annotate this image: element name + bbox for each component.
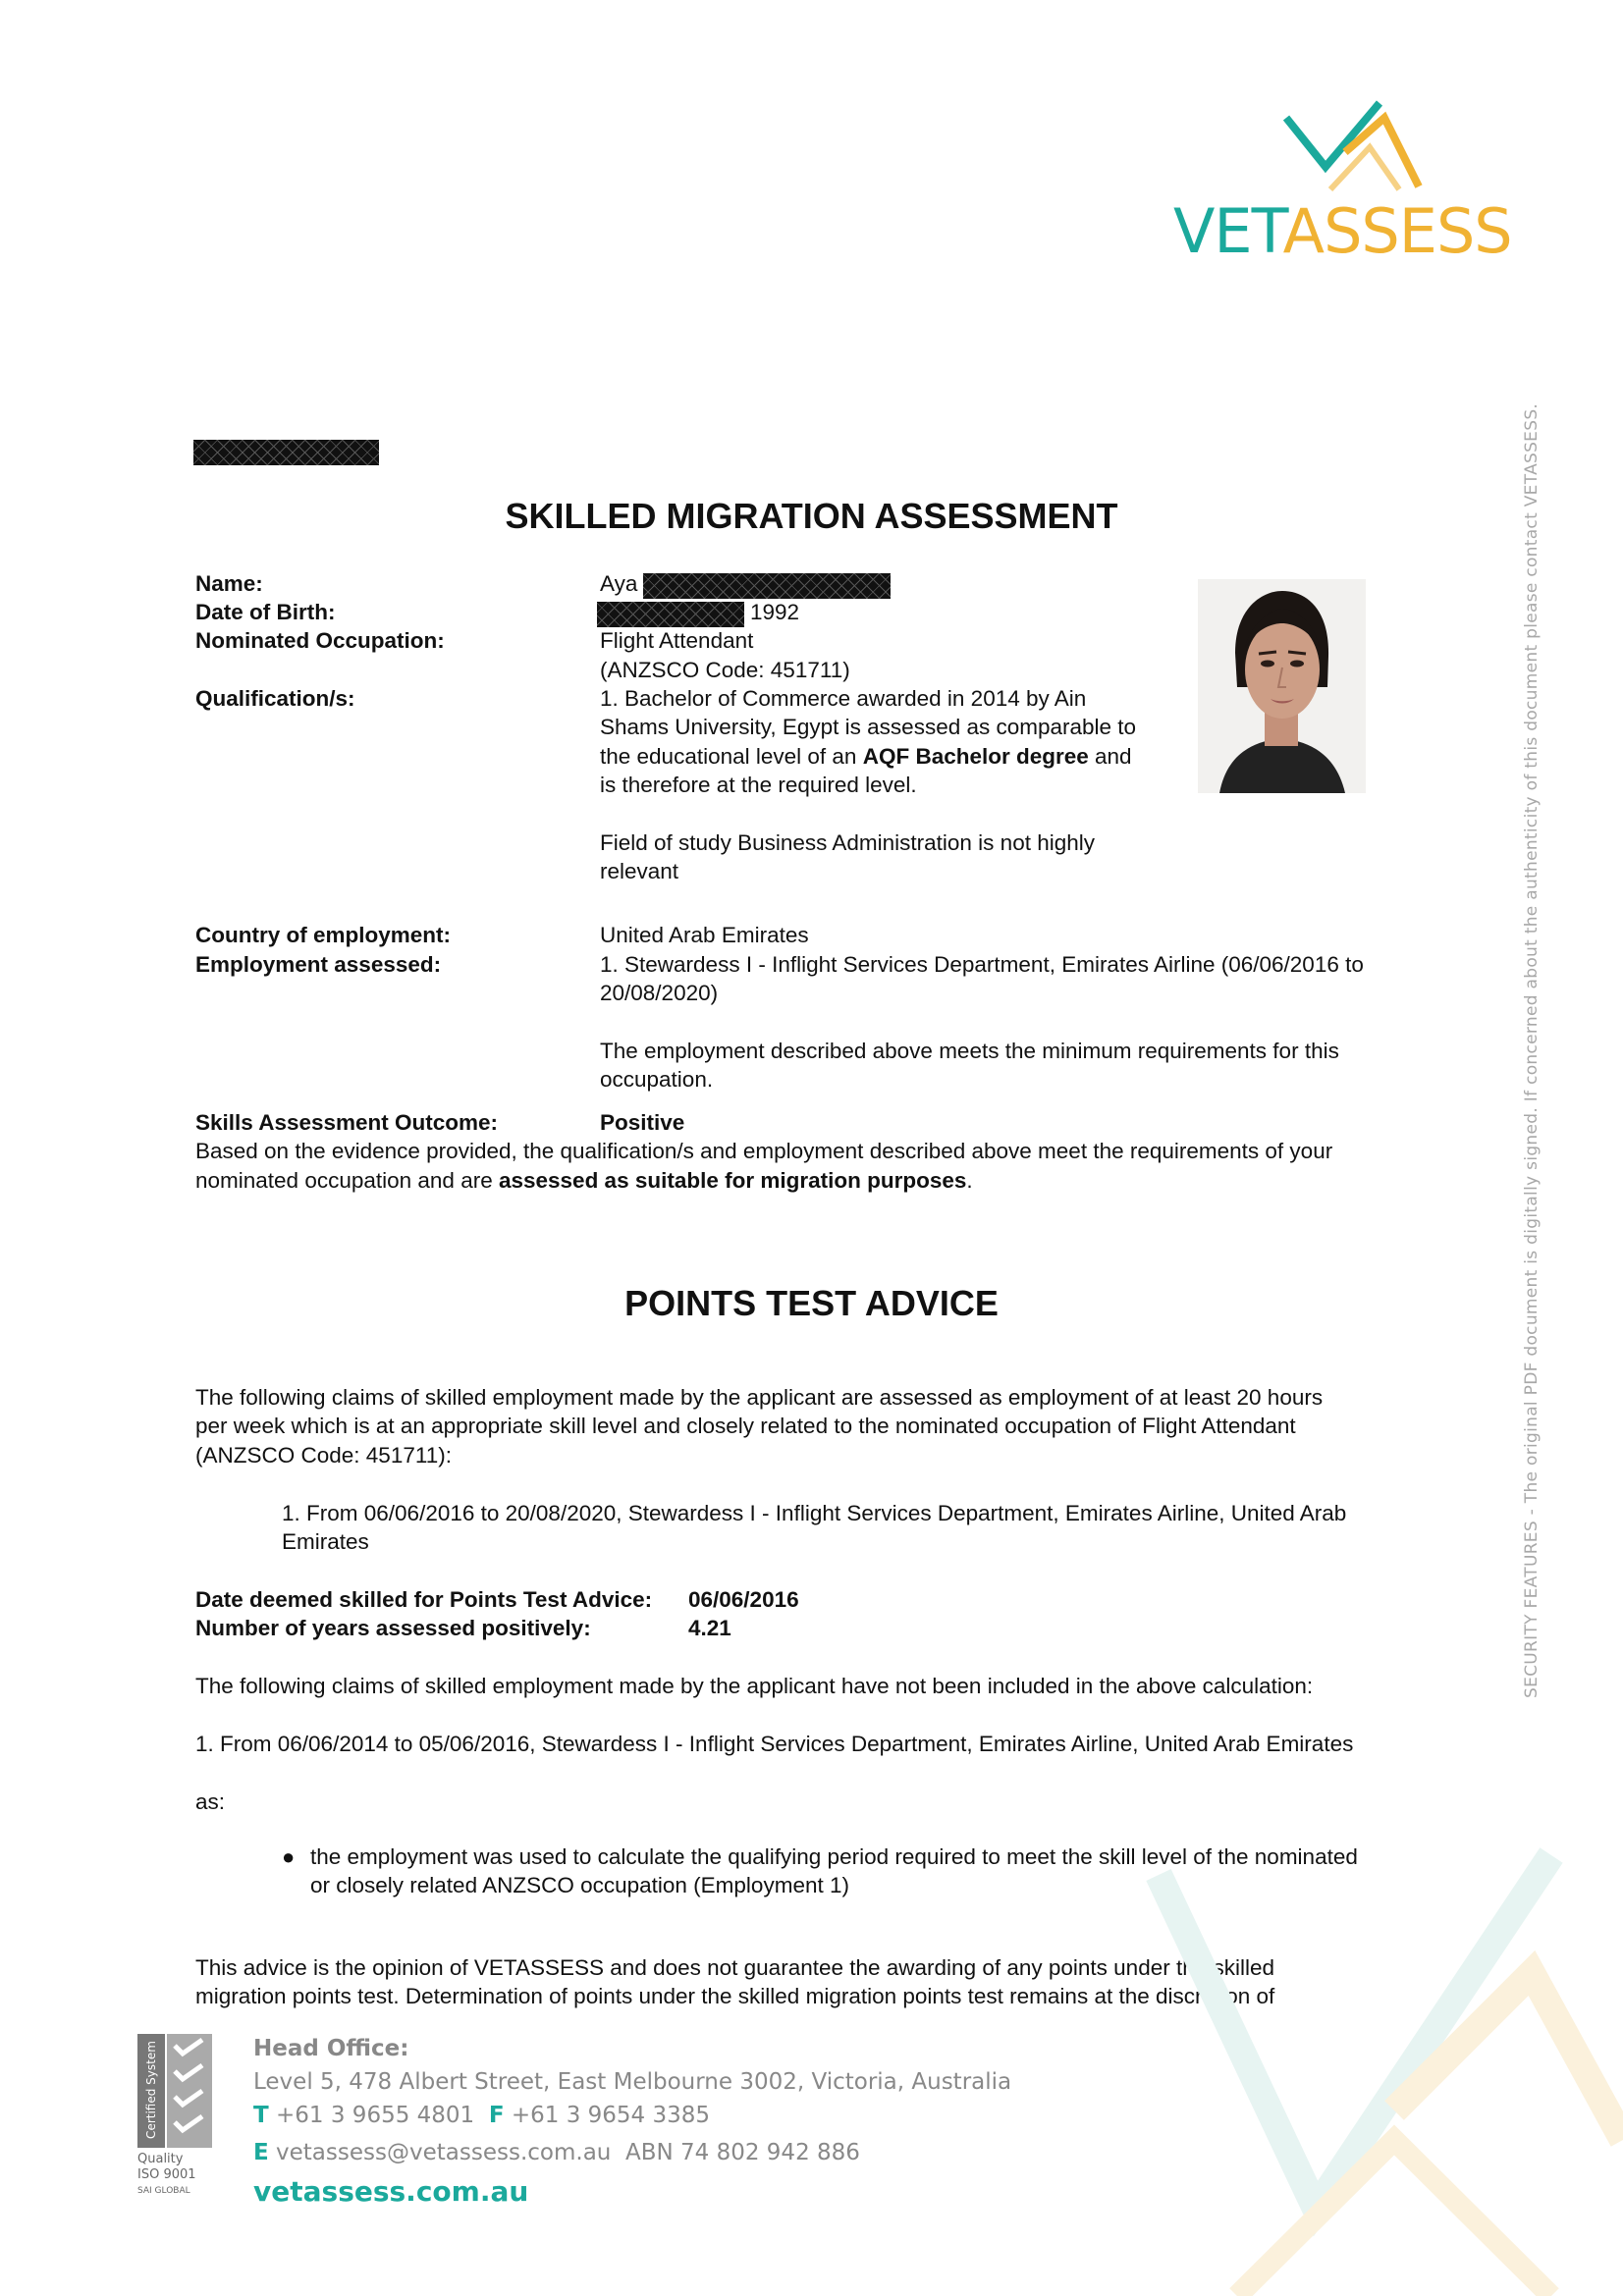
advice-line-2: migration points test. Determination of points under the skilled migration points test remains at the discretion of xyxy=(195,1984,1275,2008)
field-of-study-line-2: relevant xyxy=(600,859,679,883)
abn-text: ABN 74 802 942 886 xyxy=(624,2140,860,2165)
date-deemed-label: Date deemed skilled for Points Test Advice: xyxy=(195,1587,653,1612)
country-label: Country of employment: xyxy=(195,923,452,947)
applicant-photo xyxy=(1198,579,1366,793)
outcome-line-2: nominated occupation and are assessed as suitable for migration purposes. xyxy=(195,1168,973,1193)
bullet-dot-icon: ● xyxy=(282,1844,296,1869)
claim-line-1: 1. From 06/06/2016 to 20/08/2020, Stewardess I - Inflight Services Department, Emirates Airline, United Arab xyxy=(282,1501,1347,1525)
years-value: 4.21 xyxy=(688,1616,731,1640)
watermark-chevron-icon xyxy=(1139,1816,1623,2296)
qualification-line-1: 1. Bachelor of Commerce awarded in 2014 by Ain xyxy=(600,686,1087,711)
advice-line-1: This advice is the opinion of VETASSESS and does not guarantee the awarding of any points under the skilled xyxy=(195,1955,1275,1980)
field-of-study-line-1: Field of study Business Administration is not highly xyxy=(600,830,1095,855)
phone-number: +61 3 9655 4801 xyxy=(276,2103,475,2128)
claim-line-2: Emirates xyxy=(282,1529,369,1554)
checkmarks-icon xyxy=(167,2034,212,2148)
dob-label: Date of Birth: xyxy=(195,600,336,624)
outcome-label: Skills Assessment Outcome: xyxy=(195,1110,499,1135)
occupation-value: Flight Attendant xyxy=(600,628,754,653)
page-title: SKILLED MIGRATION ASSESSMENT xyxy=(505,496,1118,536)
excluded-intro: The following claims of skilled employment made by the applicant have not been included in the above calculation: xyxy=(195,1674,1314,1698)
iso-certification-badge xyxy=(137,2034,216,2201)
years-label: Number of years assessed positively: xyxy=(195,1616,591,1640)
date-deemed-value: 06/06/2016 xyxy=(688,1587,799,1612)
security-features-text: SECURITY FEATURES - The original PDF document is digitally signed. If concerned about the authenticity of this document please contact VETASSESS. xyxy=(1522,402,1542,1698)
redacted-surname xyxy=(643,573,891,599)
meets-requirements-line-1: The employment described above meets the minimum requirements for this xyxy=(600,1039,1339,1063)
redacted-dob xyxy=(597,602,744,627)
cert-iso-text: ISO 9001 xyxy=(137,2167,196,2182)
name-label: Name: xyxy=(195,571,263,596)
outcome-line-1: Based on the evidence provided, the qualification/s and employment described above meet the requirements of your xyxy=(195,1139,1333,1163)
head-office-address: Level 5, 478 Albert Street, East Melbourne 3002, Victoria, Australia xyxy=(253,2069,1012,2095)
outcome-value: Positive xyxy=(600,1110,685,1135)
vetassess-logo xyxy=(1173,93,1537,270)
cert-sai-text: SAI GLOBAL xyxy=(137,2186,190,2196)
portrait-icon xyxy=(1198,579,1366,793)
logo-wordmark: VETASSESS xyxy=(1173,195,1512,267)
qualification-line-3: the educational level of an AQF Bachelor degree and xyxy=(600,744,1132,769)
points-intro-line-2: per week which is at an appropriate skill level and closely related to the nominated occupation of Flight Attendant xyxy=(195,1414,1296,1438)
country-value: United Arab Emirates xyxy=(600,923,809,947)
points-title: POINTS TEST ADVICE xyxy=(624,1283,999,1323)
occupation-code: (ANZSCO Code: 451711) xyxy=(600,658,850,682)
cert-quality-text: Quality xyxy=(137,2152,184,2166)
bullet-line-1: the employment was used to calculate the qualifying period required to meet the skill level of the nominated xyxy=(310,1844,1358,1869)
qualification-label: Qualification/s: xyxy=(195,686,355,711)
occupation-label: Nominated Occupation: xyxy=(195,628,445,653)
employment-label: Employment assessed: xyxy=(195,952,442,977)
redacted-reference xyxy=(193,440,379,465)
fax-number: +61 3 9654 3385 xyxy=(511,2103,711,2128)
bullet-line-2: or closely related ANZSCO occupation (Employment 1) xyxy=(310,1873,849,1897)
points-intro-line-3: (ANZSCO Code: 451711): xyxy=(195,1443,452,1468)
excluded-item: 1. From 06/06/2014 to 05/06/2016, Stewardess I - Inflight Services Department, Emirates Airline, United Arab Emirates xyxy=(195,1732,1354,1756)
meets-requirements-line-2: occupation. xyxy=(600,1067,714,1092)
website-link[interactable]: vetassess.com.au xyxy=(253,2175,529,2208)
qualification-line-4: is therefore at the required level. xyxy=(600,773,917,797)
cert-system-text: Certified System xyxy=(144,2041,158,2139)
points-intro-line-1: The following claims of skilled employment made by the applicant are assessed as employment of at least 20 hours xyxy=(195,1385,1324,1410)
as-text: as: xyxy=(195,1789,226,1814)
qualification-line-2: Shams University, Egypt is assessed as comparable to xyxy=(600,715,1137,739)
phone-fax-line: T +61 3 9655 4801 F +61 3 9654 3385 xyxy=(253,2103,711,2128)
employment-line-1: 1. Stewardess I - Inflight Services Department, Emirates Airline (06/06/2016 to xyxy=(600,952,1364,977)
logo-mark-icon xyxy=(1173,93,1537,191)
email-link[interactable]: vetassess@vetassess.com.au xyxy=(276,2140,612,2165)
footer xyxy=(253,2032,1011,2209)
dob-value: 1992 xyxy=(750,600,800,624)
head-office-label: Head Office: xyxy=(253,2036,409,2061)
employment-line-2: 20/08/2020) xyxy=(600,981,719,1005)
email-abn-line: E vetassess@vetassess.com.au ABN 74 802 942 886 xyxy=(253,2140,860,2165)
name-value: Aya xyxy=(600,571,638,596)
